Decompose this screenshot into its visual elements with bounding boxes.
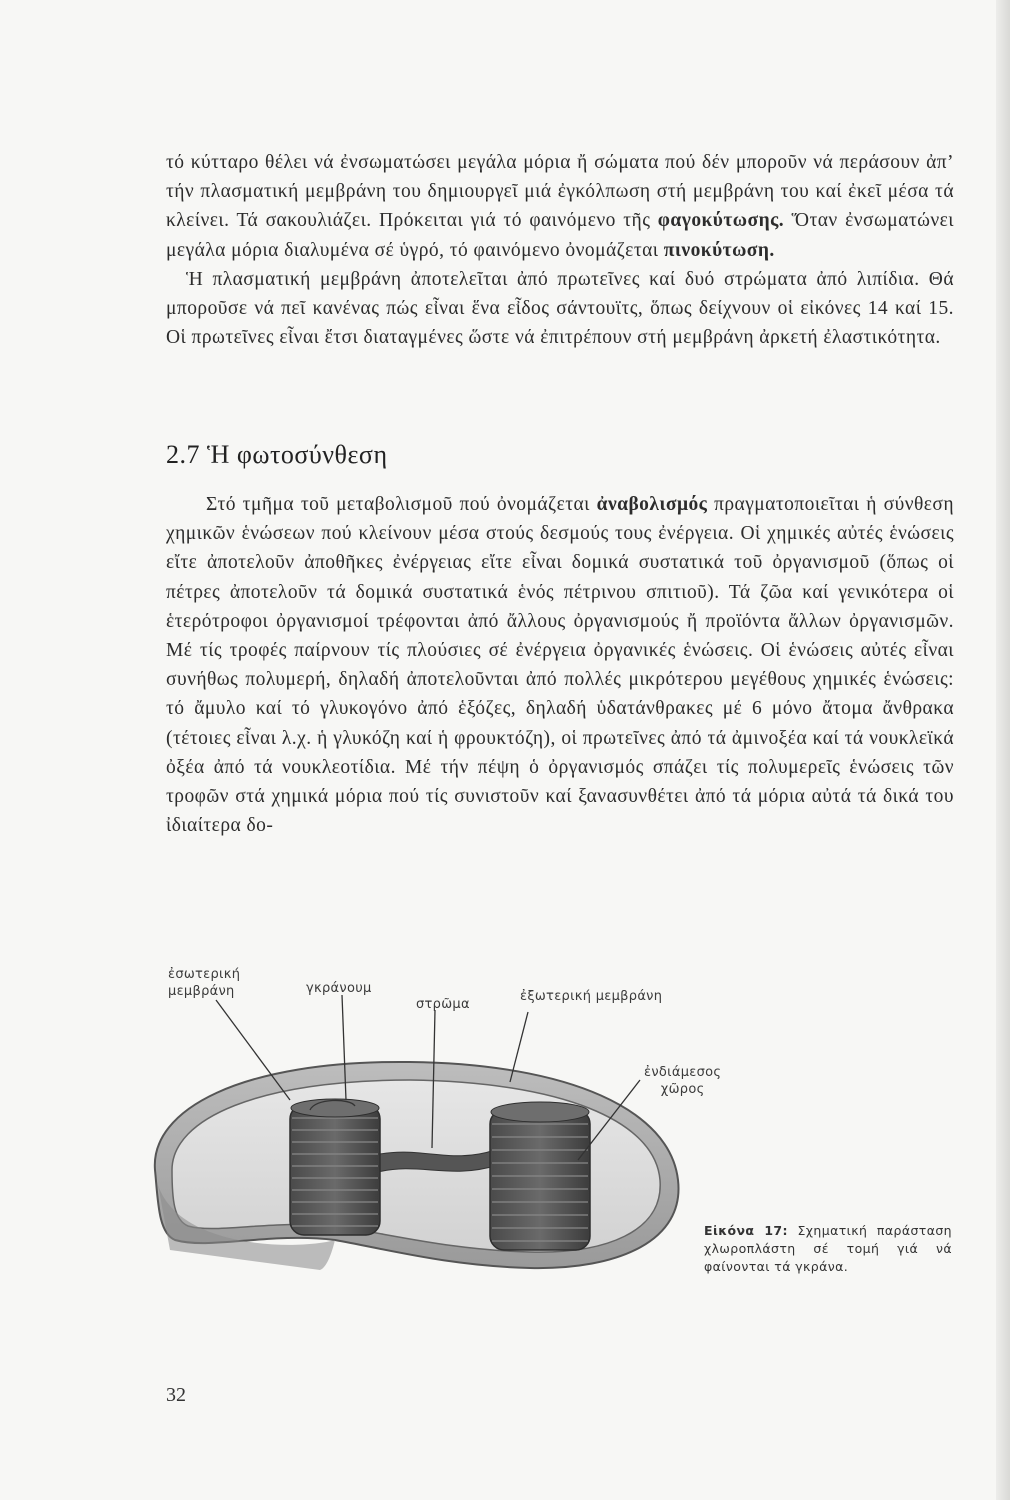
granum-right [490, 1102, 590, 1250]
term-anabolism: ἀναβολισμός [596, 494, 708, 515]
label-granum: γκράνουμ [306, 981, 372, 996]
term-pinocytosis: πινοκύτωση. [663, 239, 775, 261]
paragraph-text: πραγματοποιεῖται ἡ σύνθεση χημικῶν ἑνώσεων πού κλείνουν μέσα στούς δεσμούς τους ἐνέργεια. Οἱ χημικές αὐτές ἑνώσεις εἴτε ἀποτελοῦν ἀποθῆκες ἐνέργειας εἴτε εἶναι δομικά συστατικά τοῦ ὀργανισμοῦ (ὅπως οἱ πέτρες ἀποτελοῦν τά δομικά συστατικά ἑνός πέτρινου σπιτιοῦ). Τά ζῶα καί γενικότερα οἱ ἑτερότροφοι ὀργανισμοί τρέφονται ἀπό ἄλλους ὀργανισμούς ἤ προϊόντα ἄλλων ὀργανισμῶν. Μέ τίς τροφές παίρνουν τίς πλούσιες σέ ἐνέργεια ὀργανικές ἑνώσεις. Οἱ ἑνώσεις αὐτές εἶναι συνήθως πολυμερή, δηλαδή ἀποτελοῦνται ἀπό πολλές μικρότερου μεγέθους χημικές ἑνώσεις: τό ἄμυλο καί τό γλυκογόνο ἀπό ἑξόζες, δηλαδή ὑδατάνθρακες μέ 6 μόνο ἄτομα ἄνθρακα (τέτοιες εἶναι λ.χ. ἡ γλυκόζη καί ἡ φρουκτόζη), οἱ πρωτεῖνες ἀπό τά ἀμινοξέα καί τά νουκλεϊκά ὀξέα ἀπό τά νουκλεοτίδια. Μέ τήν πέψη ὁ ὀργανισμός σπάζει τίς πολυμερεῖς ἑνώσεις τῶν τροφῶν στά χημικά μόρια πού τίς συνιστοῦν καί ξανασυνθέτει ἀπό τά μόρια αὐτά τά δικά του ἰδιαίτερα δο- [166, 494, 954, 837]
paragraph-text: Ὅταν ἐνσωματώνει μεγάλα μόρια διαλυμένα σέ ὑγρό, τό φαινόμενο ὀνομάζεται [166, 210, 954, 261]
granum-left [290, 1099, 380, 1235]
label-line: ἐσωτερική [168, 967, 241, 982]
page-number: 32 [166, 1384, 186, 1406]
section-heading: 2.7 Ἡ φωτοσύνθεση [166, 440, 388, 469]
label-outer-membrane: ἐξωτερική μεμβράνη [520, 989, 663, 1004]
paragraph-text: Στό τμῆμα τοῦ μεταβολισμοῦ πού ὀνομάζεται [206, 494, 597, 515]
paragraph-block-top [166, 148, 954, 352]
scan-edge-shadow [996, 0, 1010, 1500]
paragraph-endocytosis [166, 148, 954, 265]
label-inner-membrane [168, 966, 240, 1000]
caption-text: Σχηματική παράσταση χλωροπλάστη σέ τομή γιά νά φαίνονται τά γκράνα. [704, 1223, 952, 1274]
paragraph-text: τό κύτταρο θέλει νά ἐνσωματώσει μεγάλα μόρια ἤ σώματα πού δέν μποροῦν νά περάσουν ἀπ’ τήν πλασματική μεμβράνη του δημιουργεῖ μιά ἐγκόλπωση στή μεμβράνη του καί ἐκεῖ μέσα τά κλείνει. Τά σακουλιάζει. Πρόκειται γιά τό φαινόμενο τῆς [166, 152, 954, 232]
label-line: χῶρος [660, 1082, 705, 1097]
caption-label: Εἰκόνα 17: [704, 1223, 788, 1238]
label-line: ἐνδιάμεσος [644, 1065, 722, 1080]
label-line: μεμβράνη [168, 984, 235, 999]
figure-caption [704, 1222, 952, 1276]
paragraph-block-photosynthesis [166, 490, 954, 840]
label-stroma: στρῶμα [416, 997, 470, 1012]
paragraph-anabolism [166, 490, 954, 840]
label-intermembrane-space [644, 1064, 721, 1098]
term-phagocytosis: φαγοκύτωσης. [657, 210, 785, 232]
paragraph-membrane: Ἡ πλασματική μεμβράνη ἀποτελεῖται ἀπό πρωτεῖνες καί δυό στρώματα ἀπό λιπίδια. Θά μποροῦσε νά πεῖ κανένας πώς εἶναι ἕνα εἶδος σάντουϊτς, ὅπως δείχνουν οἱ εἰκόνες 14 καί 15. Οἱ πρωτεῖνες εἶναι ἔτσι διαταγμένες ὥστε νά ἐπιτρέπουν στή μεμβράνη ἀρκετή ἐλαστικότητα. [166, 268, 954, 349]
